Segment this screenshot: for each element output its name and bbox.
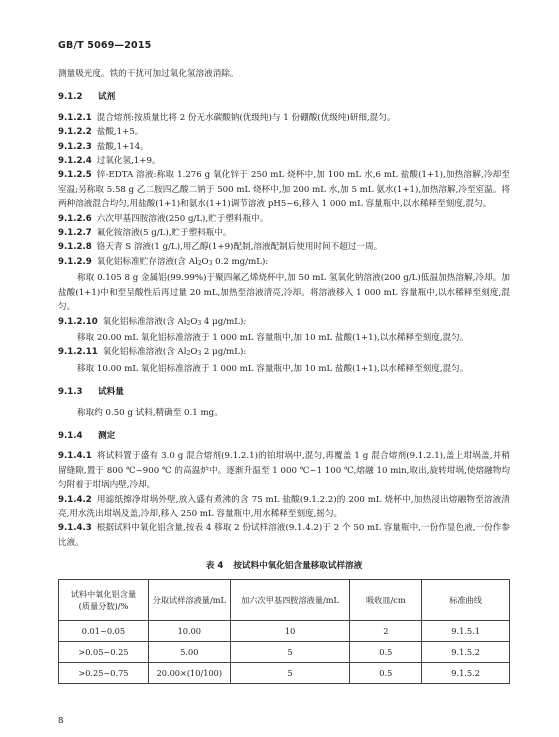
item-text: 六次甲基四胺溶液(250 g/L),贮于塑料瓶中。 <box>96 213 269 224</box>
item-text: 根据试料中氧化铝含量,按表 4 移取 2 份试样溶液(9.1.4.2)于 2 个 50 mL 容量瓶中,一份作显色液,一份作参比液。 <box>58 523 510 548</box>
item-number: 9.1.2.11 <box>58 347 98 358</box>
subscript: 3 <box>197 319 202 327</box>
intro-paragraph: 测量吸光度。铁的干扰可加过氧化氢溶液消除。 <box>58 69 239 79</box>
item-text: 氧化铝标准贮存溶液(含 Al <box>96 256 198 267</box>
reagent-item <box>58 111 510 125</box>
standard-number: GB/T 5069—2015 <box>58 40 152 51</box>
item-number: 9.1.2.9 <box>58 256 92 267</box>
table-header-row <box>59 580 510 621</box>
table-cell: 5.00 <box>148 642 230 663</box>
table-caption <box>58 559 510 573</box>
item-number: 9.1.2.3 <box>58 141 92 152</box>
column-header: 试料中氧化铝含量 (质量分数)/% <box>59 580 149 621</box>
determination-list <box>58 449 510 550</box>
item-number: 9.1.2.7 <box>58 228 92 239</box>
item-text: O <box>201 256 209 267</box>
section-heading-determination <box>58 429 510 443</box>
item-text: 氧化铝标准溶液(含 Al <box>102 347 187 358</box>
reagent-item <box>58 212 510 226</box>
subscript: 3 <box>197 350 202 358</box>
item-text: 过氧化氢,1+9。 <box>96 156 161 167</box>
table-cell: 2 <box>350 621 422 642</box>
item-text: 混合熔剂:按质量比将 2 份无水碳酸钠(优级纯)与 1 份硼酸(优级纯)研细,混匀。 <box>96 112 396 123</box>
item-number: 9.1.4.1 <box>58 451 92 462</box>
reagent-item <box>58 168 510 211</box>
reagent-item <box>58 125 510 139</box>
section-title: 试剂 <box>98 92 116 103</box>
column-header: 标准曲线 <box>422 580 510 621</box>
reagent-item <box>58 154 510 168</box>
item-text: 2 μg/mL): <box>201 347 247 358</box>
item-text: 氟化铵溶液(5 g/L),贮于塑料瓶中。 <box>96 228 232 239</box>
item-number: 9.1.2.8 <box>58 242 92 253</box>
subscript: 3 <box>208 259 213 267</box>
item-number: 9.1.2.5 <box>58 170 92 181</box>
table-cell: 0.01~0.05 <box>59 621 149 642</box>
item-number: 9.1.4.2 <box>58 494 92 505</box>
item-number: 9.1.2.10 <box>58 316 98 327</box>
reagent-item <box>58 255 510 271</box>
item-text: 氧化铝标准溶液(含 Al <box>102 316 187 327</box>
table-cell: 9.1.5.2 <box>422 663 510 684</box>
item-text: 0.2 mg/mL): <box>212 256 269 267</box>
section-number: 9.1.4 <box>58 430 83 441</box>
table-cell: 20.00×(10/100) <box>148 663 230 684</box>
determination-item <box>58 449 510 492</box>
reagent-item <box>58 315 510 331</box>
item-number: 9.1.4.3 <box>58 523 92 534</box>
item-number: 9.1.2.6 <box>58 213 92 224</box>
reagent-list <box>58 111 510 376</box>
aliquot-table <box>58 579 510 684</box>
subscript: 2 <box>197 259 202 267</box>
reagent-item <box>58 226 510 240</box>
table-cell: 10.00 <box>148 621 230 642</box>
section-number: 9.1.2 <box>58 92 83 103</box>
determination-item <box>58 493 510 522</box>
table-cell: 9.1.5.2 <box>422 642 510 663</box>
reagent-item <box>58 240 510 254</box>
section-heading-sample-mass <box>58 385 510 399</box>
item-text: O <box>190 347 198 358</box>
section-title: 试料量 <box>98 387 124 398</box>
page-number: 8 <box>58 716 64 726</box>
table-cell: 9.1.5.1 <box>422 621 510 642</box>
table-cell: 0.5 <box>350 663 422 684</box>
item-text: 铬天青 S 溶液(1 g/L),用乙醇(1+9)配制,溶液配制后使用时间不超过一周。 <box>96 242 383 253</box>
column-header: 加六次甲基四胺溶液量/mL <box>230 580 350 621</box>
table-cell: >0.05~0.25 <box>59 642 149 663</box>
sample-mass-paragraph: 称取约 0.50 g 试料,精确至 0.1 mg。 <box>77 407 223 418</box>
section-number: 9.1.3 <box>58 387 83 398</box>
page-content <box>58 67 510 684</box>
reagent-item <box>58 345 510 361</box>
table-cell: 5 <box>230 663 350 684</box>
procedure-paragraph: 称取 0.105 8 g 金属铝(99.99%)于聚四氟乙烯烧杯中,加 50 mL 氢氧化钠溶液(200 g/L)低温加热溶解,冷却。加盐酸(1+1)中和至呈酸性后再过量 20 mL,加热至溶液清亮,冷却。将溶液移入 1 000 mL 容量瓶中,以水稀释至刻度,混匀。 <box>58 273 510 313</box>
procedure-paragraph: 移取 20.00 mL 氧化铝标准溶液于 1 000 mL 容量瓶中,加 10 mL 盐酸(1+1),以水稀释至刻度,混匀。 <box>77 332 469 343</box>
table-row <box>59 663 510 684</box>
table-cell: 0.5 <box>350 642 422 663</box>
section-title: 测定 <box>98 430 116 441</box>
subscript: 2 <box>186 319 191 327</box>
item-text: O <box>190 316 198 327</box>
table-cell: 10 <box>230 621 350 642</box>
item-text: 盐酸,1+14。 <box>96 141 149 152</box>
subscript: 2 <box>186 350 191 358</box>
column-header: 分取试样溶液量/mL <box>148 580 230 621</box>
item-text: 4 μg/mL): <box>201 316 247 327</box>
item-text: 锌-EDTA 溶液:称取 1.276 g 氧化锌于 250 mL 烧杯中,加 100 mL 水,6 mL 盐酸(1+1),加热溶解,冷却至室温;另称取 5.58 g 乙二胺四乙酸二钠于 500 mL 烧杯中,加 200 mL 水,加 5 mL 氨水(1+1),加热溶解,冷至室温。将两种溶液混合均匀,用盐酸(1+1)和氨水(1+1)调节溶液 pH5~6,移入 1 000 mL 容量瓶中,以水稀释至刻度,混匀。 <box>58 170 510 210</box>
item-text: 将试料置于盛有 3.0 g 混合熔剂(9.1.2.1)的铂坩埚中,混匀,再覆盖 1 g 混合熔剂(9.1.2.1),盖上坩埚盖,并稍留缝隙,置于 800 ℃~900 ℃ 的高温炉中。逐渐升温至 1 000 ℃~1 100 ℃,熔融 10 min,取出,旋转坩埚,使熔融物均匀附着于坩埚内壁,冷却。 <box>58 451 510 491</box>
item-text: 盐酸,1+5。 <box>96 127 144 138</box>
procedure-paragraph: 移取 10.00 mL 氧化铝标准溶液于 1 000 mL 容量瓶中,加 10 mL 盐酸(1+1),以水稀释至刻度,混匀。 <box>77 363 469 374</box>
item-number: 9.1.2.2 <box>58 127 92 138</box>
item-text: 用滤纸擦净坩埚外壁,放入盛有煮沸的含 75 mL 盐酸(9.1.2.2)的 200 mL 烧杯中,加热浸出熔融物至溶液清亮,用水洗出坩埚及盖,冷却,移入 250 mL 容量瓶中,用水稀释至刻度,摇匀。 <box>58 494 510 519</box>
section-heading-reagents <box>58 90 510 104</box>
table-row <box>59 642 510 663</box>
table-row <box>59 621 510 642</box>
column-header: 吸收皿/cm <box>350 580 422 621</box>
reagent-item <box>58 140 510 154</box>
table-number: 表 4 <box>205 561 224 572</box>
item-number: 9.1.2.1 <box>58 112 92 123</box>
table-title: 按试料中氧化铝含量移取试样溶液 <box>233 561 363 572</box>
determination-item <box>58 521 510 550</box>
table-cell: 5 <box>230 642 350 663</box>
item-number: 9.1.2.4 <box>58 156 92 167</box>
table-cell: >0.25~0.75 <box>59 663 149 684</box>
